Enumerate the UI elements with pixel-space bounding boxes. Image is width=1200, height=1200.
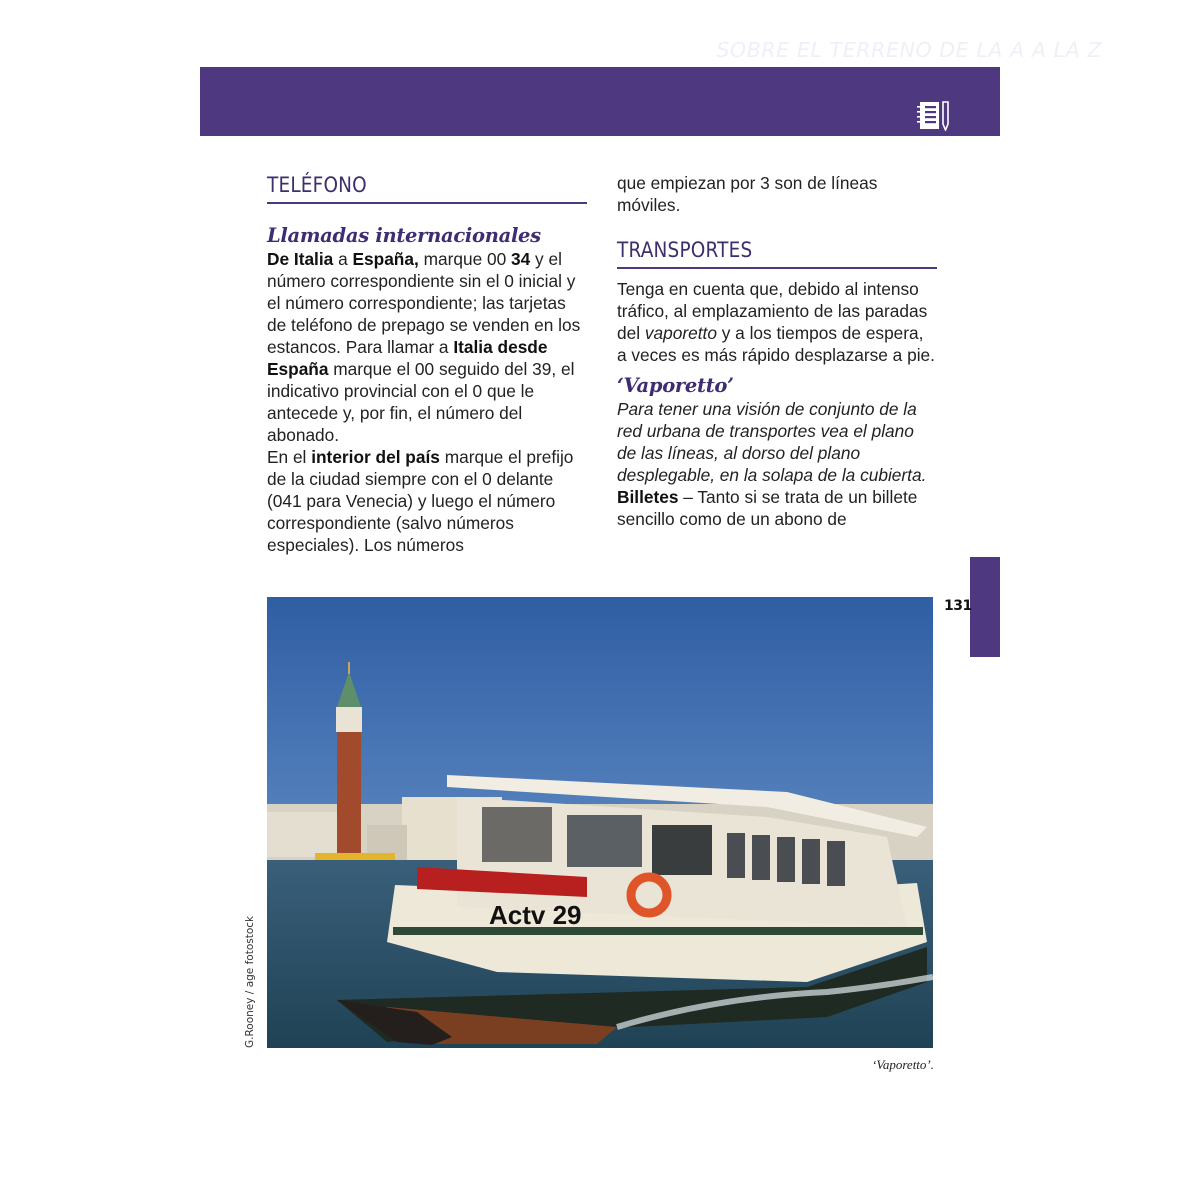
- notepad-pencil-icon: [917, 101, 953, 131]
- photo-credit: G.Rooney / age fotostock: [244, 915, 256, 1048]
- text: a: [333, 249, 353, 269]
- photo-caption: ‘Vaporetto’.: [872, 1057, 934, 1072]
- bold-text: España,: [352, 249, 419, 269]
- paragraph-continuation: que empiezan por 3 son de líneas móviles.: [617, 173, 878, 215]
- bold-text: Billetes: [617, 487, 679, 507]
- bold-text: De Italia: [267, 249, 334, 269]
- vaporetto-illustration: [267, 597, 933, 1048]
- chapter-header-bar: [200, 67, 1000, 136]
- left-column: [267, 170, 587, 556]
- text: y a los tiempos de espera, a veces es más rápido desplazarse a pie.: [617, 323, 935, 365]
- text: Tenga en cuenta que, debido al intenso tráfico, al emplazamiento de las paradas del: [617, 279, 928, 343]
- bold-text: interior del país: [311, 447, 440, 467]
- paragraph-international-calls: [267, 248, 587, 446]
- right-column: [617, 172, 937, 530]
- text: y el número correspondiente sin el 0 inicial y el número correspondiente; las tarjetas de teléfono de prepago se venden en los estancos. Para llamar a: [267, 249, 581, 357]
- text: marque el 00 seguido del 39, el indicativo provincial con el 0 que le antecede y, por fin, el número del abonado.: [267, 359, 575, 445]
- subsection-title-llamadas: Llamadas internacionales: [267, 224, 541, 247]
- page-number: 131: [944, 598, 972, 614]
- bold-text: Italia desde España: [267, 337, 548, 379]
- paragraph-transport-map-note: Para tener una visión de conjunto de la red urbana de transportes vea el plano de las líneas, al dorso del plano desplegable, en la solapa de la cubierta.: [617, 399, 927, 485]
- text: – Tanto si se trata de un billete sencillo como de un abono de: [617, 487, 918, 529]
- boat-label: Actv 29: [489, 900, 582, 930]
- section-title-transportes: TRANSPORTES: [617, 238, 753, 262]
- bold-text: 34: [511, 249, 531, 269]
- text: En el: [267, 447, 312, 467]
- paragraph-billetes: [617, 486, 937, 530]
- chapter-title: SOBRE EL TERRENO DE LA A A LA Z: [716, 38, 1102, 62]
- subsection-title-vaporetto: ‘Vaporetto’: [617, 374, 734, 397]
- page-edge-tab: [970, 557, 1000, 657]
- text: marque 00: [418, 249, 512, 269]
- italic-text: vaporetto: [644, 323, 717, 343]
- text: marque el prefijo de la ciudad siempre con el 0 delante (041 para Venecia) y luego el número correspondiente (salvo números especiales). Los números: [267, 447, 574, 555]
- section-title-telefono: TELÉFONO: [267, 173, 367, 197]
- vaporetto-photo: [267, 597, 933, 1048]
- paragraph-domestic-calls: [267, 446, 587, 556]
- paragraph-transport-intro: [617, 278, 937, 366]
